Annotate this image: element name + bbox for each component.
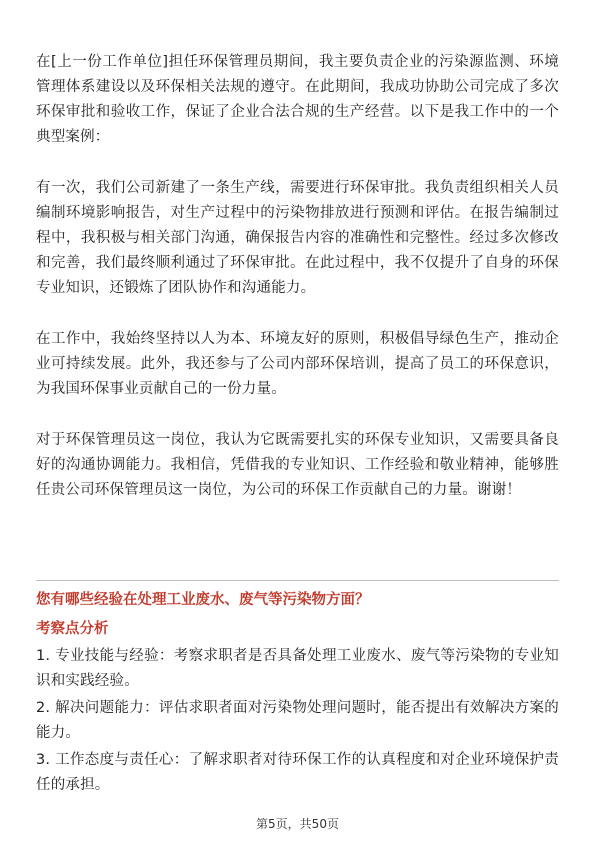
paragraph-gap — [36, 150, 559, 176]
analysis-title: 考察点分析 — [36, 621, 109, 637]
analysis-item-2: 2. 解决问题能力：评估求职者面对污染物处理问题时，能否提出有效解决方案的能力。 — [36, 700, 559, 741]
paragraph-conclusion: 对于环保管理员这一岗位，我认为它既需要扎实的环保专业知识，又需要具备良好的沟通协调能力。我相信，凭借我的专业知识、工作经验和敬业精神，能够胜任贵公司环保管理员这一岗位，为公司的环保工作贡献自己的力量。谢谢！ — [36, 432, 559, 498]
paragraph-intro: 在[上一份工作单位]担任环保管理员期间，我主要负责企业的污染源监测、环境管理体系建设以及环保相关法规的遵守。在此期间，我成功协助公司完成了多次环保审批和验收工作，保证了企业合法合规的生产经营。以下是我工作中的一个典型案例： — [36, 54, 559, 145]
paragraph-gap — [36, 402, 559, 428]
paragraph-case: 有一次，我们公司新建了一条生产线，需要进行环保审批。我负责组织相关人员编制环境影响报告，对生产过程中的污染物排放进行预测和评估。在报告编制过程中，我积极与相关部门沟通，确保报告内容的准确性和完整性。经过多次修改和完善，我们最终顺利通过了环保审批。在此过程中，我不仅提升了自身的环保专业知识，还锻炼了团队协作和沟通能力。 — [36, 180, 559, 296]
paragraph-gap — [36, 301, 559, 327]
analysis-item-3: 3. 工作态度与责任心：了解求职者对待环保工作的认真程度和对企业环境保护责任的承担。 — [36, 752, 559, 793]
list-item — [36, 748, 559, 798]
answer-body — [36, 50, 559, 503]
section-divider — [36, 580, 559, 581]
paragraph-principles: 在工作中，我始终坚持以人为本、环境友好的原则，积极倡导绿色生产，推动企业可持续发展。此外，我还参与了公司内部环保培训，提高了员工的环保意识，为我国环保事业贡献自己的一份力量。 — [36, 331, 559, 397]
question-heading: 您有哪些经验在处理工业废水、废气等污染物方面？ — [36, 592, 370, 608]
list-item — [36, 644, 559, 694]
analysis-list — [36, 644, 559, 800]
page-number: 第5页，共50页 — [256, 817, 339, 831]
list-item — [36, 696, 559, 746]
analysis-item-1: 1. 专业技能与经验：考察求职者是否具备处理工业废水、废气等污染物的专业知识和实践经验。 — [36, 648, 559, 689]
